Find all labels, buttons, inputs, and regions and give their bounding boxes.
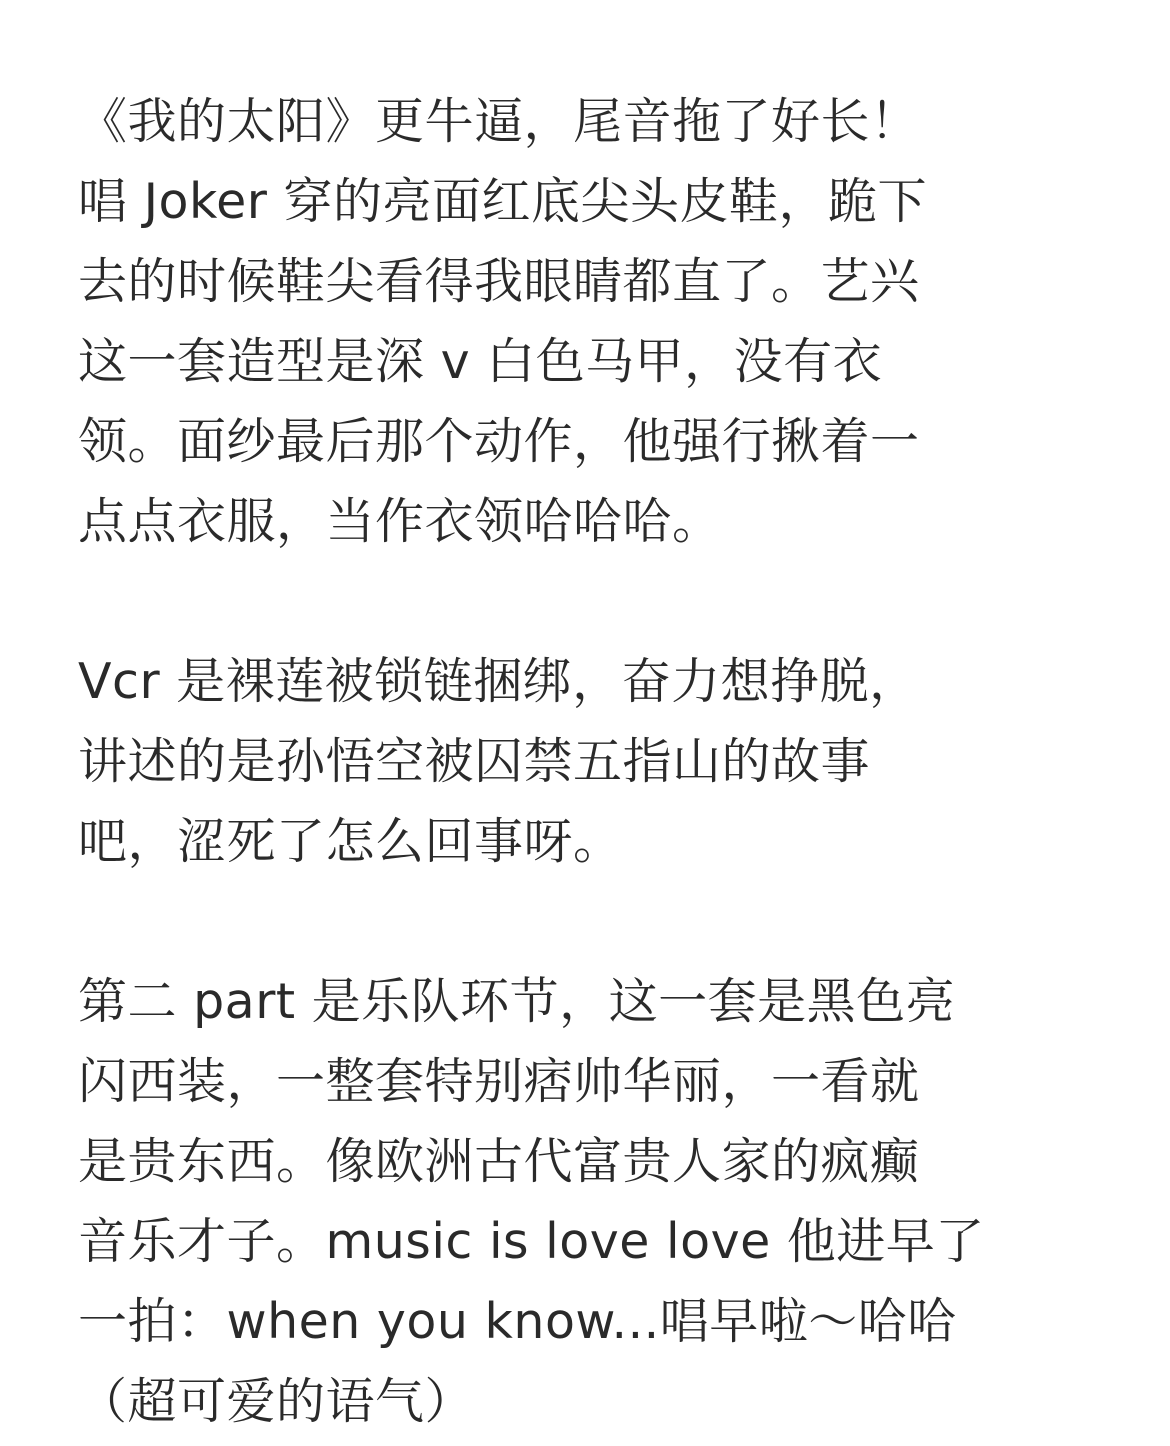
paragraph-spacer [78, 562, 1110, 642]
text-line: 一拍：when you know...唱早啦～哈哈 [78, 1293, 957, 1350]
text-line: 唱 Joker 穿的亮面红底尖头皮鞋，跪下 [78, 173, 928, 230]
paragraph-2 [78, 642, 1110, 882]
text-line: 闪西装，一整套特别痞帅华丽，一看就 [78, 1053, 920, 1110]
paragraph-1 [78, 82, 1110, 562]
text-line: Vcr 是裸莲被锁链捆绑，奋力想挣脱， [78, 653, 919, 710]
text-line: 吧，涩死了怎么回事呀。 [78, 813, 623, 870]
text-line: 去的时候鞋尖看得我眼睛都直了。艺兴 [78, 253, 920, 310]
text-line: 第二 part 是乐队环节，这一套是黑色亮 [78, 973, 956, 1030]
text-line: 这一套造型是深 v 白色马甲，没有衣 [78, 333, 883, 390]
text-line: 音乐才子。music is love love 他进早了 [78, 1213, 985, 1270]
text-line: 领。面纱最后那个动作，他强行揪着一 [78, 413, 920, 470]
text-line: （超可爱的语气） [78, 1373, 475, 1430]
paragraph-3 [78, 962, 1110, 1442]
paragraph-spacer [78, 882, 1110, 962]
text-line: 是贵东西。像欧洲古代富贵人家的疯癫 [78, 1133, 920, 1190]
text-line: 《我的太阳》更牛逼，尾音拖了好长！ [78, 93, 920, 150]
text-line: 点点衣服，当作衣领哈哈哈。 [78, 493, 722, 550]
text-line: 讲述的是孙悟空被囚禁五指山的故事 [78, 733, 871, 790]
